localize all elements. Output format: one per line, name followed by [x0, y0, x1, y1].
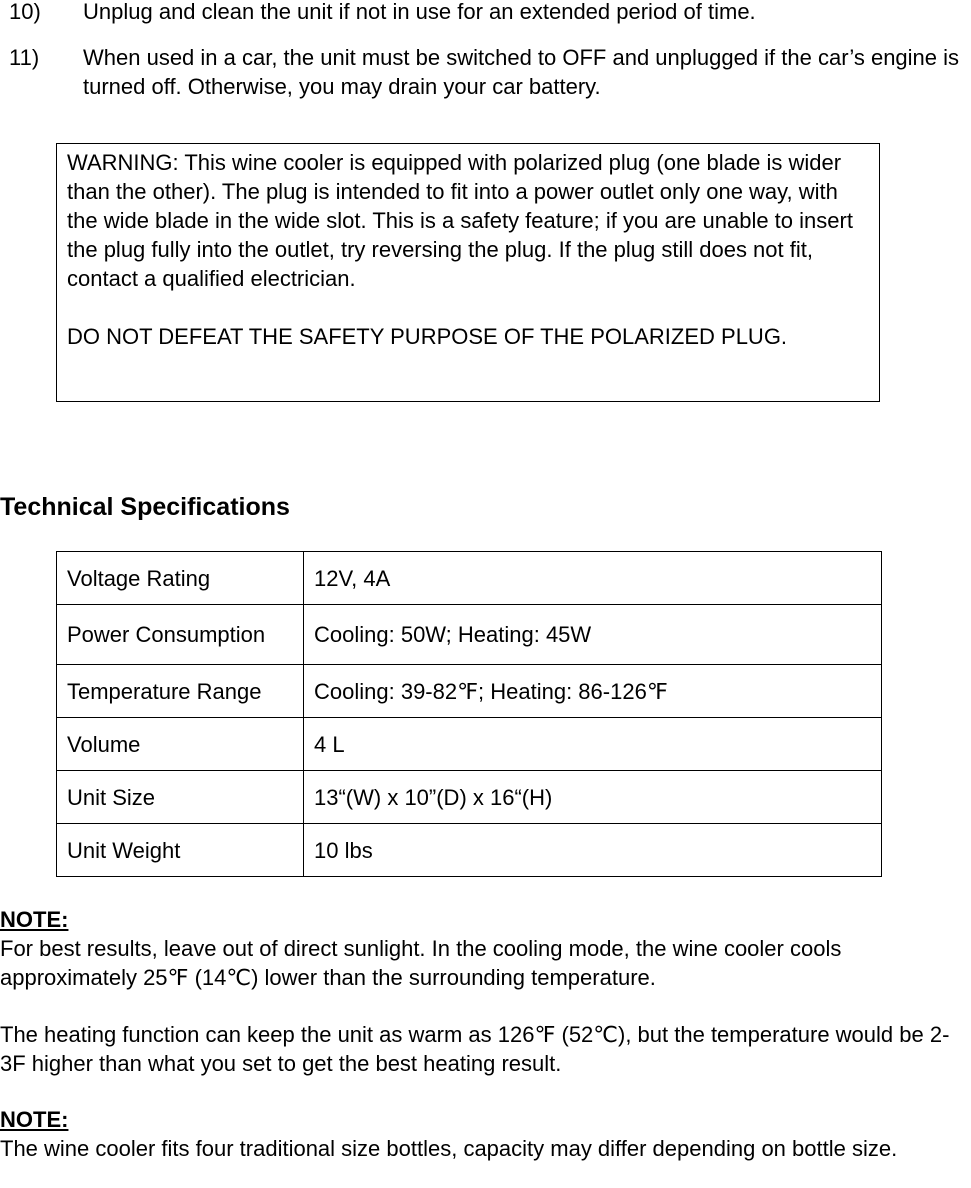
spec-row-temperature: [57, 665, 882, 718]
note-heading: NOTE:: [0, 1107, 69, 1132]
spec-value: Cooling: 50W; Heating: 45W: [304, 605, 882, 665]
spec-label: Temperature Range: [57, 665, 304, 718]
note-paragraph: The wine cooler fits four traditional size bottles, capacity may differ depending on bottle size.: [0, 1136, 898, 1161]
spec-row-voltage: [57, 552, 882, 605]
spec-value: Cooling: 39-82℉; Heating: 86-126℉: [304, 665, 882, 718]
spec-label: Unit Weight: [57, 824, 304, 877]
note-heading: NOTE:: [0, 907, 69, 932]
spec-row-power: [57, 605, 882, 665]
spec-value: 13“(W) x 10”(D) x 16“(H): [304, 771, 882, 824]
list-number-11: 11): [9, 45, 40, 70]
instruction-10-text: Unplug and clean the unit if not in use for an extended period of time.: [83, 0, 756, 24]
list-number-10: 10): [9, 0, 41, 24]
spec-row-volume: [57, 718, 882, 771]
specs-table: [56, 551, 882, 877]
spec-value: 4 L: [304, 718, 882, 771]
spec-label: Volume: [57, 718, 304, 771]
spec-value: 12V, 4A: [304, 552, 882, 605]
section-title: Technical Specifications: [0, 493, 290, 521]
spec-value: 10 lbs: [304, 824, 882, 877]
warning-caps-paragraph: DO NOT DEFEAT THE SAFETY PURPOSE OF THE POLARIZED PLUG.: [67, 324, 788, 349]
spec-row-weight: [57, 824, 882, 877]
note-paragraph: The heating function can keep the unit as warm as 126℉ (52℃), but the temperature would be 2-3F higher than what you set to get the best heating result.: [0, 1022, 950, 1076]
warning-box: [56, 143, 880, 402]
spec-label: Voltage Rating: [57, 552, 304, 605]
spec-label: Power Consumption: [57, 605, 304, 665]
warning-paragraph: WARNING: This wine cooler is equipped with polarized plug (one blade is wider than the other). The plug is intended to fit into a power outlet only one way, with the wide blade in the wide slot. This is a safety feature; if you are unable to insert the plug fully into the outlet, try reversing the plug. If the plug still does not fit, contact a qualified electrician.: [67, 150, 853, 291]
note-paragraph: For best results, leave out of direct sunlight. In the cooling mode, the wine cooler cools approximately 25℉ (14℃) lower than the surrounding temperature.: [0, 936, 842, 990]
spec-row-size: [57, 771, 882, 824]
instruction-11-text: When used in a car, the unit must be switched to OFF and unplugged if the car’s engine is turned off. Otherwise, you may drain your car battery.: [83, 45, 960, 99]
spec-label: Unit Size: [57, 771, 304, 824]
